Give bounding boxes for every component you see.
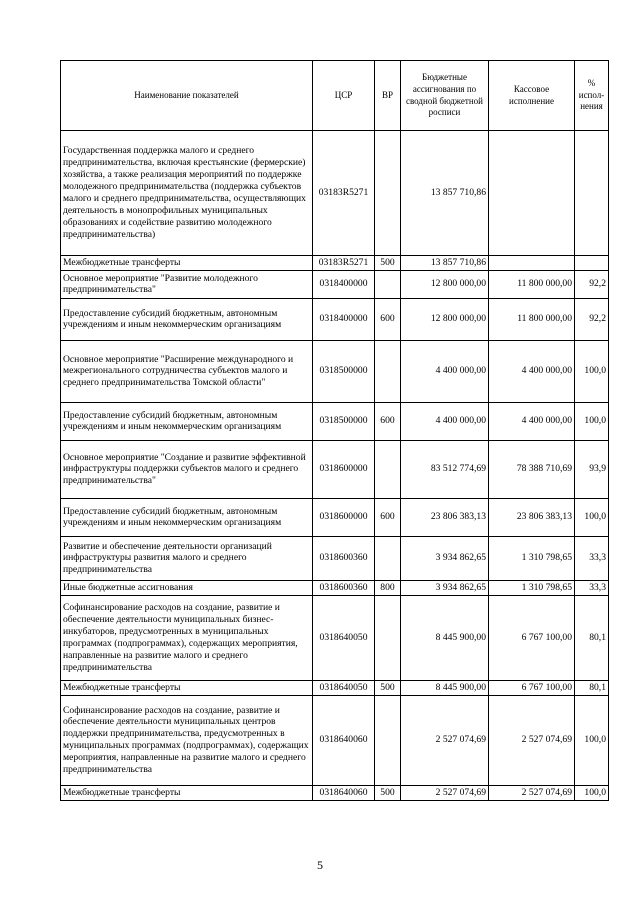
row-csr: 0318640050 [313, 680, 375, 695]
row-pct: 100,0 [575, 498, 609, 536]
row-budget: 83 512 774,69 [401, 440, 489, 498]
row-name: Межбюджетные трансферты [61, 785, 313, 800]
row-budget: 2 527 074,69 [401, 785, 489, 800]
table-row [61, 402, 609, 440]
row-name: Основное мероприятие "Создание и развитие эффективной инфраструктуры поддержки субъектов малого и среднего предпринимательства" [61, 440, 313, 498]
row-csr: 0318500000 [313, 340, 375, 402]
header-cash: Кассовое исполнение [489, 61, 575, 131]
table-row [61, 595, 609, 680]
row-vr [375, 270, 401, 298]
row-cash: 2 527 074,69 [489, 695, 575, 785]
header-name: Наименование показателей [61, 61, 313, 131]
row-csr: 03183R5271 [313, 256, 375, 271]
row-csr: 0318400000 [313, 270, 375, 298]
row-csr: 0318600360 [313, 536, 375, 580]
row-vr: 600 [375, 402, 401, 440]
row-pct: 80,1 [575, 595, 609, 680]
row-csr: 0318640060 [313, 785, 375, 800]
row-cash: 6 767 100,00 [489, 595, 575, 680]
row-cash: 1 310 798,65 [489, 580, 575, 595]
row-vr: 500 [375, 785, 401, 800]
row-csr: 03183R5271 [313, 131, 375, 256]
row-budget: 2 527 074,69 [401, 695, 489, 785]
page-number: 5 [317, 858, 323, 872]
row-csr: 0318400000 [313, 298, 375, 340]
row-name: Предоставление субсидий бюджетным, автономным учреждениям и иным некоммерческим организациям [61, 402, 313, 440]
row-budget: 4 400 000,00 [401, 402, 489, 440]
table-row [61, 131, 609, 256]
table-row [61, 298, 609, 340]
row-cash: 23 806 383,13 [489, 498, 575, 536]
row-pct [575, 256, 609, 271]
row-name: Предоставление субсидий бюджетным, автономным учреждениям и иным некоммерческим организациям [61, 498, 313, 536]
table-row [61, 440, 609, 498]
row-vr [375, 595, 401, 680]
row-budget: 3 934 862,65 [401, 536, 489, 580]
row-csr: 0318600360 [313, 580, 375, 595]
table-row [61, 580, 609, 595]
row-csr: 0318500000 [313, 402, 375, 440]
row-budget: 3 934 862,65 [401, 580, 489, 595]
row-vr [375, 536, 401, 580]
row-name: Софинансирование расходов на создание, развитие и обеспечение деятельности муниципальных бизнес-инкубаторов, предусмотренных в муниципальных программах (подпрограммах), содержащих мероприятия, направленные на развитие малого и среднего предпринимательства [61, 595, 313, 680]
header-budget: Бюджетные ассигнования по сводной бюджетной росписи [401, 61, 489, 131]
row-name: Основное мероприятие "Расширение международного и межрегионального сотрудничества субъектов малого и среднего предпринимательства Томской области" [61, 340, 313, 402]
row-name: Основное мероприятие "Развитие молодежного предпринимательства" [61, 270, 313, 298]
row-cash: 1 310 798,65 [489, 536, 575, 580]
row-pct [575, 131, 609, 256]
row-name: Развитие и обеспечение деятельности организаций инфраструктуры развития малого и среднего предпринимательства [61, 536, 313, 580]
row-pct: 100,0 [575, 402, 609, 440]
row-csr: 0318640060 [313, 695, 375, 785]
row-pct: 80,1 [575, 680, 609, 695]
table-header-row [61, 61, 609, 131]
row-pct: 92,2 [575, 298, 609, 340]
row-budget: 12 800 000,00 [401, 298, 489, 340]
header-csr: ЦСР [313, 61, 375, 131]
row-name: Государственная поддержка малого и среднего предпринимательства, включая крестьянские (фермерские) хозяйства, а также реализация мероприятий по поддержке молодежного предпринимательства (поддержка субъектов малого и среднего предпринимательства, осуществляющих деятельность в монопрофильных муниципальных образованиях и содействие развитию молодежного предпринимательства) [61, 131, 313, 256]
row-cash: 78 388 710,69 [489, 440, 575, 498]
row-pct: 100,0 [575, 340, 609, 402]
row-budget: 12 800 000,00 [401, 270, 489, 298]
table-row [61, 680, 609, 695]
row-cash: 4 400 000,00 [489, 340, 575, 402]
row-name: Иные бюджетные ассигнования [61, 580, 313, 595]
row-pct: 92,2 [575, 270, 609, 298]
row-budget: 8 445 900,00 [401, 680, 489, 695]
row-pct: 93,9 [575, 440, 609, 498]
table-row [61, 270, 609, 298]
row-vr [375, 131, 401, 256]
row-vr: 800 [375, 580, 401, 595]
row-vr: 600 [375, 298, 401, 340]
row-csr: 0318600000 [313, 498, 375, 536]
row-pct: 33,3 [575, 580, 609, 595]
header-pct: % испол-нения [575, 61, 609, 131]
row-cash: 2 527 074,69 [489, 785, 575, 800]
row-cash [489, 256, 575, 271]
row-cash: 11 800 000,00 [489, 270, 575, 298]
row-pct: 100,0 [575, 785, 609, 800]
row-vr [375, 440, 401, 498]
row-csr: 0318640050 [313, 595, 375, 680]
table-row [61, 785, 609, 800]
row-cash: 4 400 000,00 [489, 402, 575, 440]
header-vr: ВР [375, 61, 401, 131]
table-row [61, 536, 609, 580]
row-vr: 500 [375, 680, 401, 695]
row-cash: 6 767 100,00 [489, 680, 575, 695]
row-cash: 11 800 000,00 [489, 298, 575, 340]
table-row [61, 256, 609, 271]
row-budget: 13 857 710,86 [401, 131, 489, 256]
row-vr [375, 695, 401, 785]
table-row [61, 695, 609, 785]
row-cash [489, 131, 575, 256]
row-name: Межбюджетные трансферты [61, 256, 313, 271]
row-name: Предоставление субсидий бюджетным, автономным учреждениям и иным некоммерческим организациям [61, 298, 313, 340]
row-name: Межбюджетные трансферты [61, 680, 313, 695]
row-pct: 33,3 [575, 536, 609, 580]
budget-execution-table [60, 60, 609, 801]
row-vr [375, 340, 401, 402]
row-budget: 23 806 383,13 [401, 498, 489, 536]
row-budget: 4 400 000,00 [401, 340, 489, 402]
table-row [61, 340, 609, 402]
row-budget: 8 445 900,00 [401, 595, 489, 680]
row-budget: 13 857 710,86 [401, 256, 489, 271]
row-name: Софинансирование расходов на создание, развитие и обеспечение деятельности муниципальных центров поддержки предпринимательства, предусмотренных в муниципальных программах (подпрограммах), содержащих мероприятия, направленные на развитие малого и среднего предпринимательства [61, 695, 313, 785]
table-row [61, 498, 609, 536]
row-vr: 500 [375, 256, 401, 271]
row-vr: 600 [375, 498, 401, 536]
row-csr: 0318600000 [313, 440, 375, 498]
row-pct: 100,0 [575, 695, 609, 785]
